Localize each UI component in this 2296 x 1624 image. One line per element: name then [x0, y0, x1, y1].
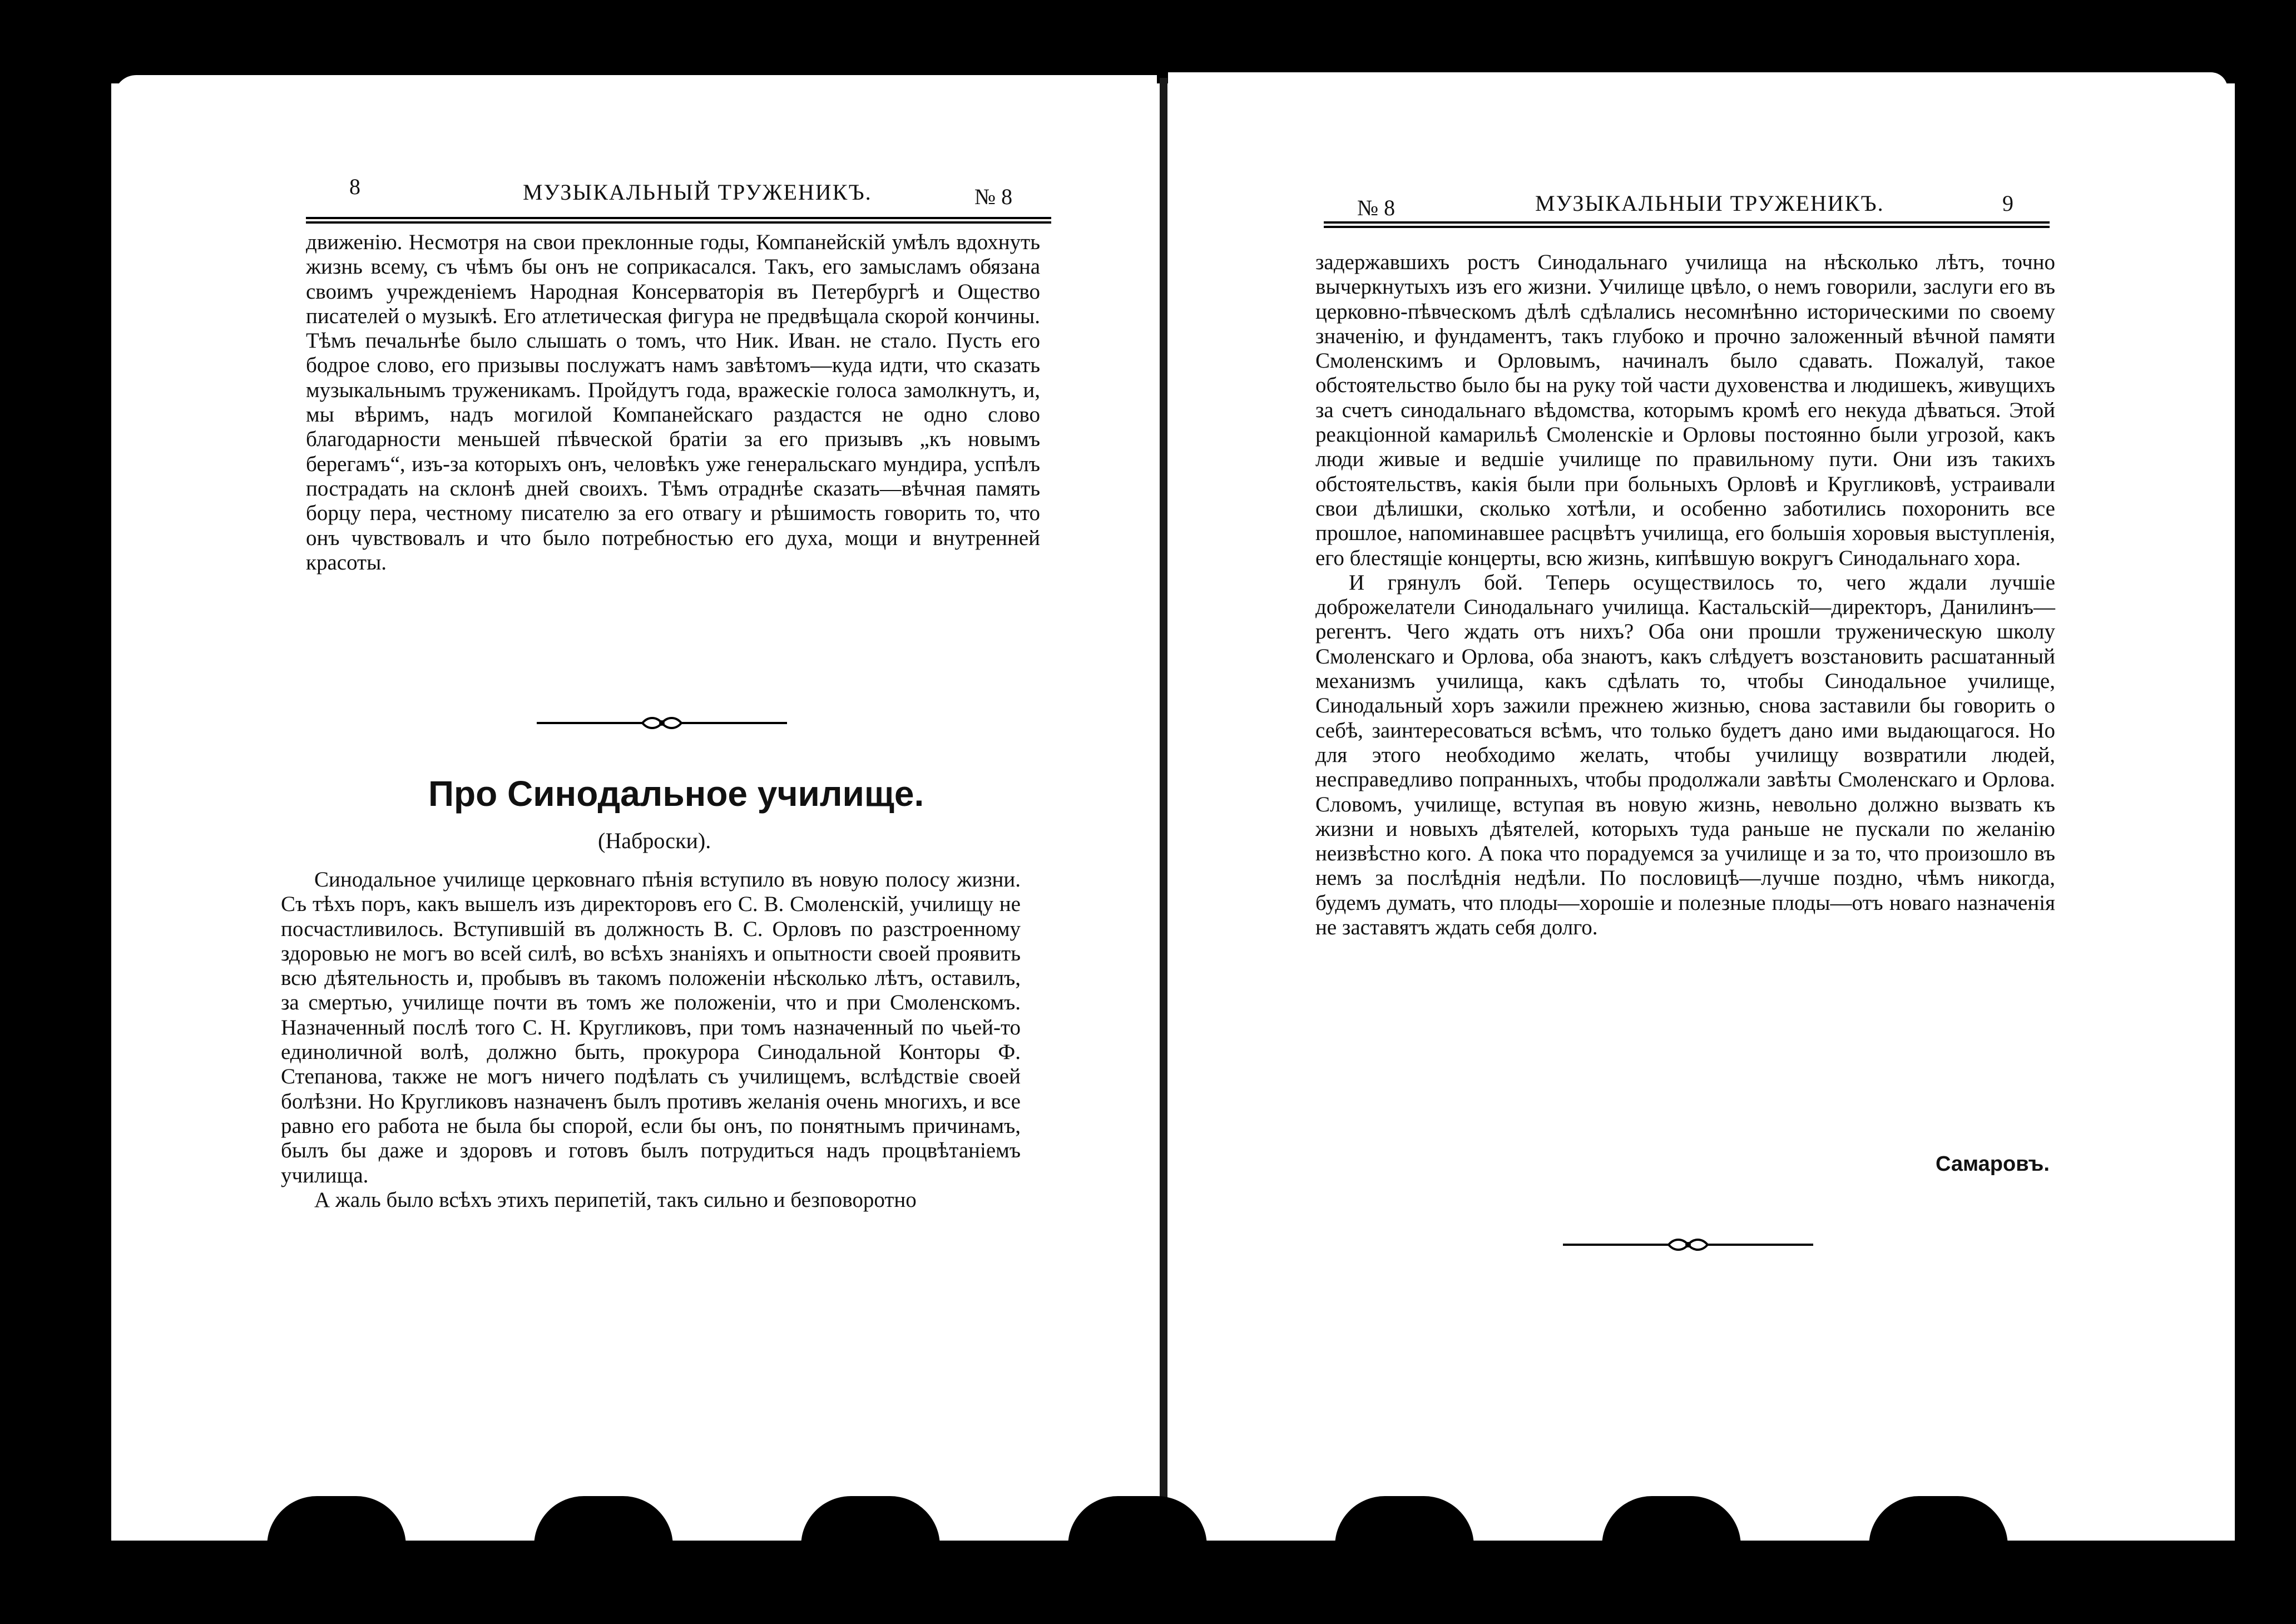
- ornament-divider: [1563, 1234, 1813, 1256]
- article-subtitle: (Наброски).: [598, 828, 711, 853]
- scanner-clamp: [1068, 1496, 1207, 1624]
- running-head: МУЗЫКАЛЬНЫЙ ТРУЖЕНИКЪ.: [523, 180, 872, 205]
- obituary-text: [306, 230, 1040, 575]
- scanner-clamp: [1602, 1496, 1741, 1624]
- article-text: [281, 868, 1021, 1212]
- scanner-clamp: [1869, 1496, 2008, 1624]
- article-paragraph: И грянулъ бой. Теперь осуществилось то, чего ждали лучшіе доброжелатели Синодальнаго училища. Кастальскій—директоръ, Данилинъ—регентъ. Чего ждать отъ нихъ? Оба они прошли труженическую школу Смоленскаго и Орлова, оба знаютъ, какъ слѣдуетъ возстановить расшатанный механизмъ училища, какъ сдѣлать то, чтобы Синодальное училище, Синодальный хоръ зажили прежнею жизнью, снова заставили бы говорить о себѣ, заинтересоваться всѣмъ, что только будетъ дано ими выдающагося. Но для этого необходимо желать, чтобы училищу возвратили людей, несправедливо попранныхъ, чтобы продолжали завѣты Смоленскаго и Орлова. Словомъ, училище, вступая въ новую жизнь, невольно должно вызвать къ жизни и новыхъ дѣятелей, которыхъ туда раньше не пускали по желанію неизвѣстно кого. А пока что порадуемся за училище и за то, что произошло въ немъ за послѣднія недѣли. По пословицѣ—лучше поздно, чѣмъ никогда, будемъ думать, что плоды—хорошіе и полезные плоды—отъ новаго назначенія не заставятъ ждать себя долго.: [1315, 570, 2055, 940]
- article-continuation: [1315, 250, 2055, 940]
- article-title: Про Синодальное училище.: [428, 774, 924, 814]
- ornament-divider: [537, 712, 787, 734]
- page-number: 9: [2002, 191, 2013, 216]
- scan-border-right: [2235, 0, 2296, 1624]
- scan-border-left: [0, 0, 111, 1624]
- issue-number: № 8: [1357, 195, 1396, 220]
- article-paragraph: Синодальное училище церковнаго пѣнія вступило въ новую полосу жизни. Съ тѣхъ поръ, какъ вышелъ изъ директоровъ его С. В. Смоленскій, училищу не посчастливилось. Вступившій въ должность В. С. Орловъ по разстроенному здоровью не могъ во всей силѣ, во всѣхъ знаніяхъ и опытности своей проявить всю дѣятельность и, пробывъ въ такомъ положеніи нѣсколько лѣтъ, оставилъ, за смертью, училище почти въ томъ же положеніи, что и при Смоленскомъ. Назначенный послѣ того С. Н. Кругликовъ, при томъ назначенный по чьей-то единоличной волѣ, должно быть, прокурора Синодальной Конторы Ф. Степанова, также не могъ ничего подѣлать съ училищемъ, вслѣдствіе своей болѣзни. Но Кругликовъ назначенъ былъ противъ желанія очень многихъ, и все равно его работа не была бы спорой, если бы онъ, по понятнымъ причинамъ, былъ бы даже и здоровъ и готовъ былъ потрудиться надъ процвѣтаніемъ училища.: [281, 868, 1021, 1187]
- scanner-clamp: [1335, 1496, 1474, 1624]
- scanner-clamp: [267, 1496, 406, 1624]
- scanner-clamp: [801, 1496, 940, 1624]
- scanner-clamp: [534, 1496, 673, 1624]
- article-paragraph: задержавшихъ ростъ Синодальнаго училища на нѣсколько лѣтъ, точно вычеркнутыхъ изъ его жизни. Училище цвѣло, о немъ говорили, заслуги его въ церковно-пѣвческомъ дѣлѣ сдѣлались несомнѣнно историческими по своему значенію, и фундаментъ, такъ глубоко и прочно заложенный вѣчной памяти Смоленскимъ и Орловымъ, начиналъ было сдавать. Пожалуй, такое обстоятельство было бы на руку той части духовенства и людишекъ, живущихъ за счетъ синодальнаго вѣдомства, которымъ кромѣ его некуда дѣваться. Этой реакціонной камарильѣ Смоленскіе и Орловы постоянно были угрозой, какъ люди живые и ведшіе училище по правильному пути. Они изъ такихъ обстоятельствъ, какія были при больныхъ Орловѣ и Кругликовѣ, устраивали свои дѣлишки, сколько хотѣли, и особенно заботились похоронить все прошлое, напоминавшее расцвѣтъ училища, его большія хоровыя выступленія, его блестящіе концерты, всю жизнь, кипѣвшую вокругъ Синодальнаго хора.: [1315, 250, 2055, 570]
- header-rule: [306, 217, 1051, 224]
- issue-number: № 8: [974, 184, 1013, 209]
- scan-border-top: [0, 0, 2296, 83]
- book-gutter: [1160, 78, 1167, 1513]
- page-number: 8: [349, 174, 360, 199]
- running-head: МУЗЫКАЛЬНЫИ ТРУЖЕНИКЪ.: [1535, 191, 1884, 216]
- article-paragraph: А жаль было всѣхъ этихъ перипетій, такъ сильно и безповоротно: [314, 1187, 917, 1212]
- header-rule: [1324, 221, 2050, 228]
- author-signature: Самаровъ.: [1936, 1152, 2050, 1176]
- obituary-paragraph: движенію. Несмотря на свои преклонные годы, Компанейскій умѣлъ вдохнуть жизнь всему, съ чѣмъ бы онъ не соприкасался. Такъ, его замысламъ обязана своимъ учрежденіемъ Народная Консерваторія въ Петербургѣ и Ощество писателей о музыкѣ. Его атлетическая фигура не предвѣщала скорой кончины. Тѣмъ печальнѣе было слышать о томъ, что Ник. Иван. не стало. Пусть его бодрое слово, его призывы послужатъ намъ завѣтомъ—куда идти, что сказать музыкальнымъ труженикамъ. Пройдутъ года, вражескіе голоса замолкнутъ, и, мы вѣримъ, надъ могилой Компанейскаго раздастся не одно слово благодарности меньшей пѣвческой братіи за его призывъ „къ новымъ берегамъ“, изъ-за которыхъ онъ, человѣкъ уже генеральскаго мундира, успѣлъ пострадать на склонѣ дней своихъ. Тѣмъ отраднѣе сказать—вѣчная память борцу пера, честному писателю за его отвагу и рѣшимость говорить то, что онъ чувствовалъ и что было потребностью его духа, мощи и внутренней красоты.: [306, 230, 1040, 575]
